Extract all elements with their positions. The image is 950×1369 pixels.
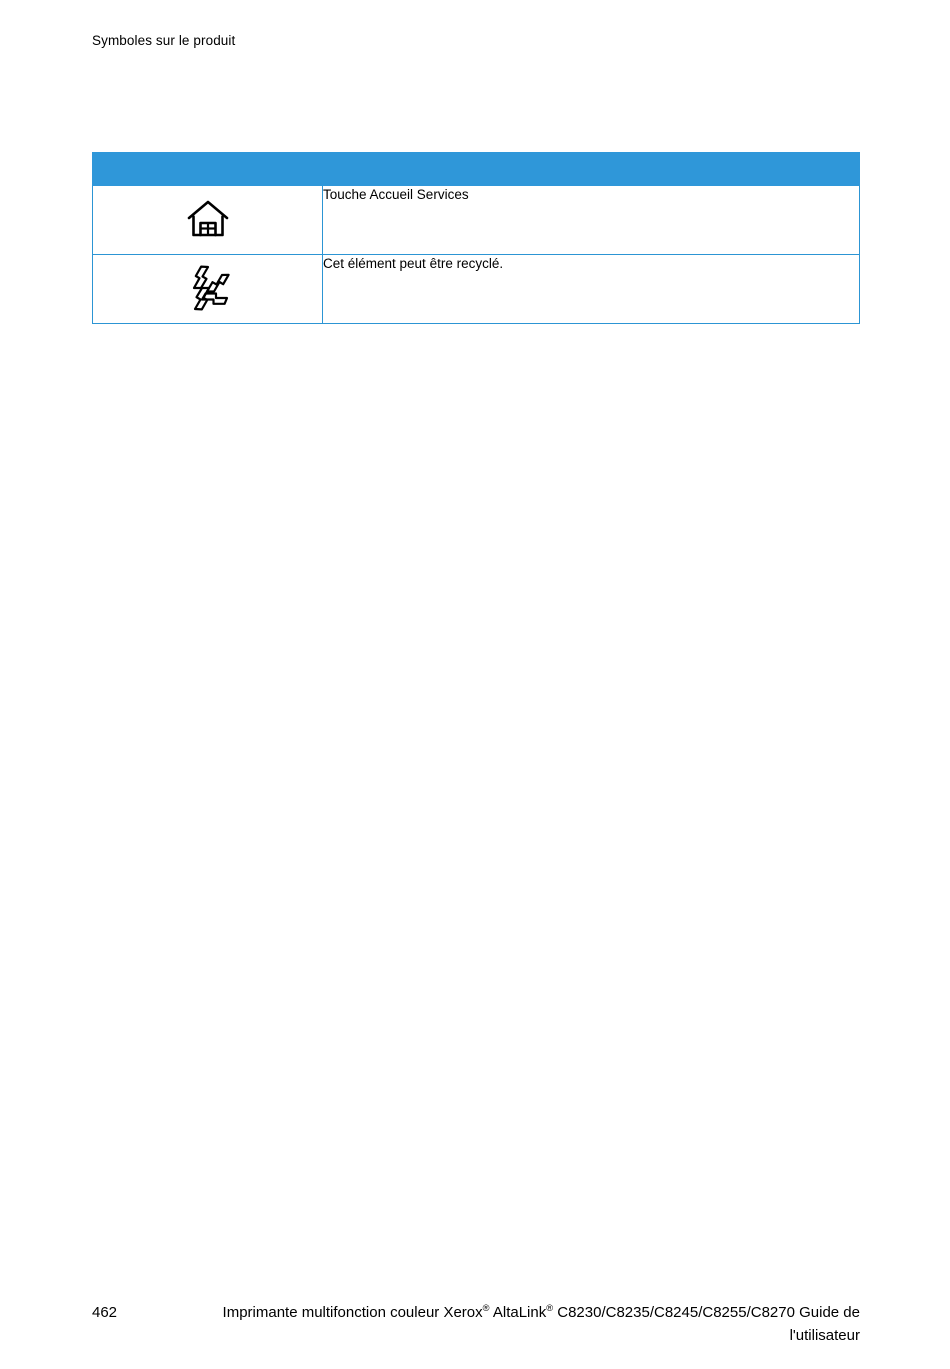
footer-title-part3: C8230/C8235/C8245/C8255/C8270 Guide de <box>553 1304 860 1321</box>
table-header-row <box>93 153 860 186</box>
recycle-icon <box>93 255 322 321</box>
table-row <box>93 255 860 324</box>
column-header-description <box>323 153 860 186</box>
page-header <box>92 33 235 48</box>
symbol-cell <box>93 186 323 255</box>
description-cell <box>323 255 860 324</box>
row-description: Cet élément peut être recyclé. <box>323 256 504 271</box>
footer-title-part2: AltaLink <box>489 1304 547 1321</box>
page-number: 462 <box>92 1304 118 1321</box>
row-description: Touche Accueil Services <box>323 187 469 202</box>
footer-divider <box>92 1276 860 1277</box>
registered-mark-2: ® <box>546 1303 554 1313</box>
footer-document-title <box>184 1302 860 1347</box>
table-row <box>93 186 860 255</box>
footer-title-part1: Imprimante multifonction couleur Xerox <box>222 1304 483 1321</box>
column-header-symbol <box>93 153 323 186</box>
footer-title-line2: l'utilisateur <box>789 1326 860 1344</box>
registered-mark-1: ® <box>482 1303 490 1313</box>
table-header <box>93 153 860 186</box>
page-footer <box>92 1302 860 1347</box>
symbols-table <box>92 152 860 324</box>
description-cell <box>323 186 860 255</box>
home-services-icon <box>93 186 322 252</box>
table-body <box>93 186 860 324</box>
symbol-cell <box>93 255 323 324</box>
header-section-title: Symboles sur le produit <box>92 33 236 48</box>
